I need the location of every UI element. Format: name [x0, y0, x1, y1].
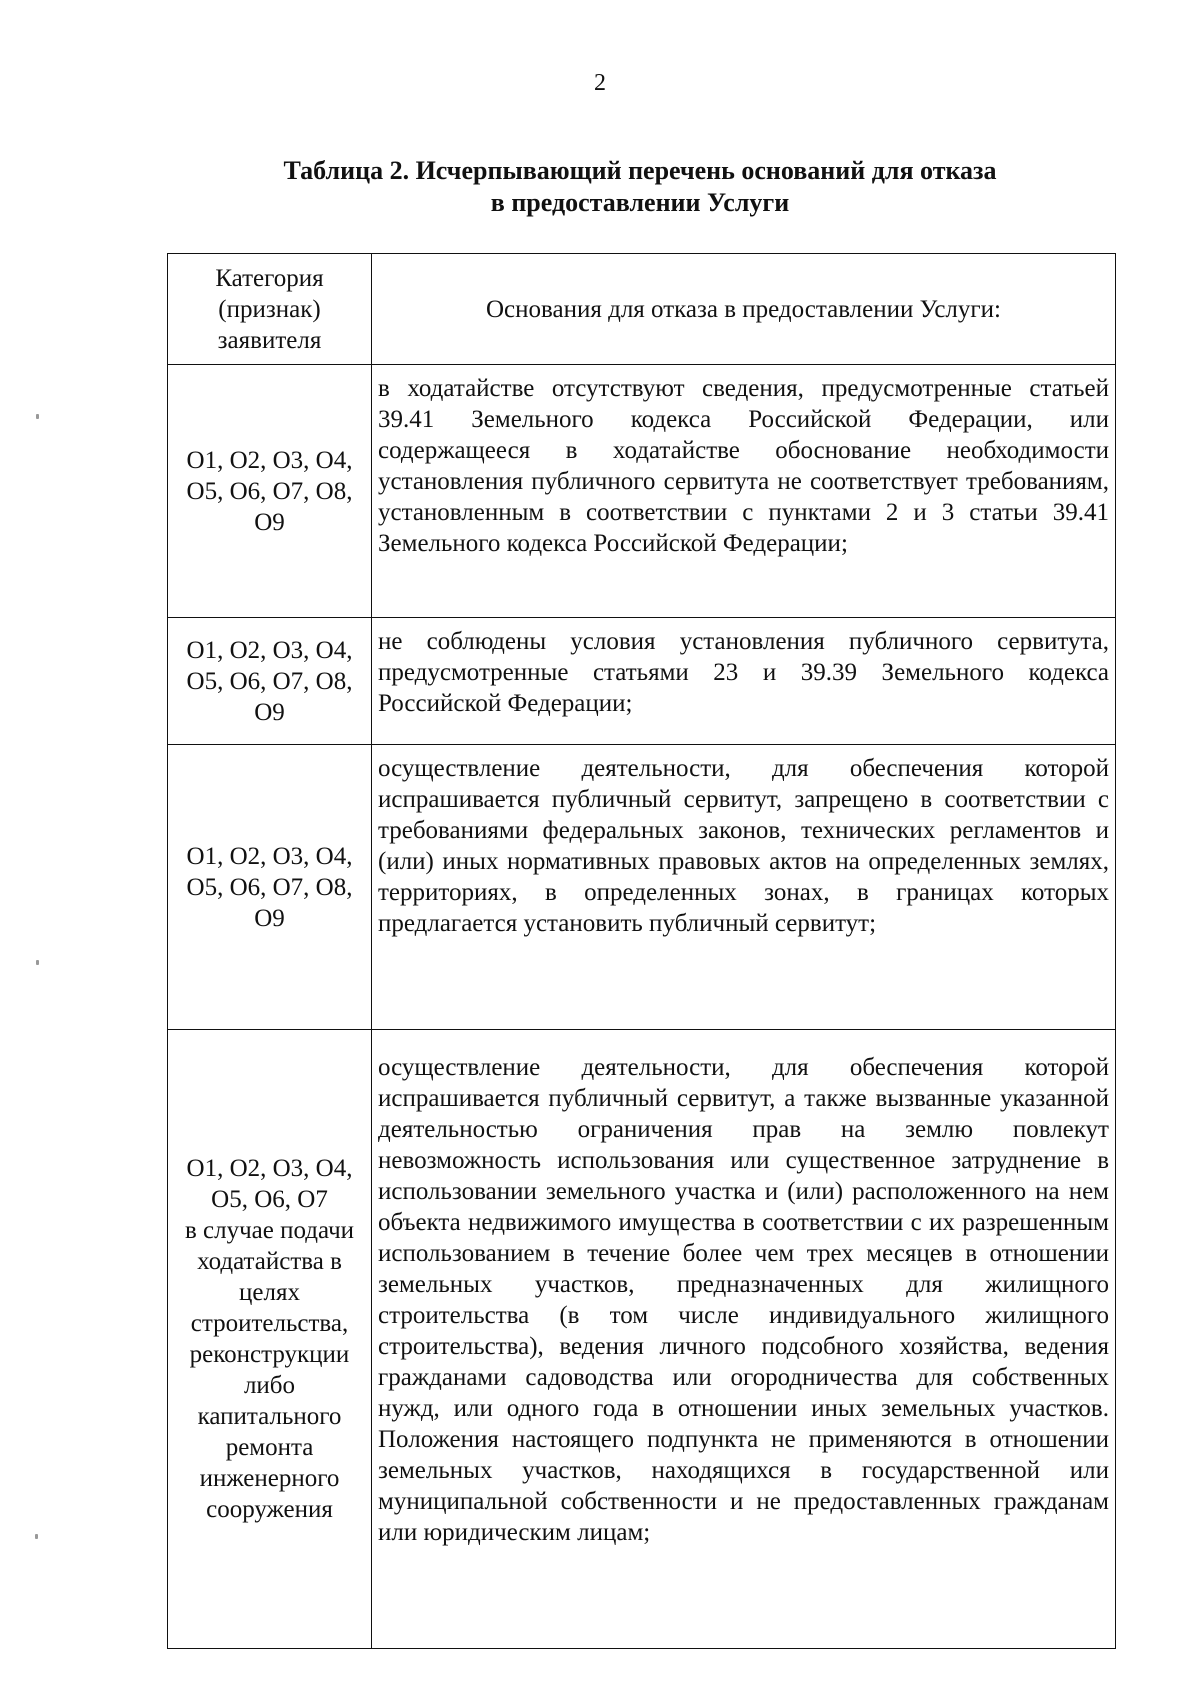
category-cell — [168, 618, 372, 745]
header-category-line-1: Категория — [215, 264, 324, 292]
category-line: О1, О2, О3, О4, — [186, 636, 353, 664]
scan-speck — [35, 1534, 38, 1539]
category-line: О9 — [254, 508, 285, 536]
category-line: О9 — [254, 698, 285, 726]
table-title — [160, 155, 1120, 219]
table-row — [168, 618, 1116, 745]
category-cell — [168, 1030, 372, 1649]
table-row — [168, 365, 1116, 618]
category-line: О5, О6, О7, О8, — [186, 873, 353, 901]
category-note: в случае подачи ходатайства в целях строительства, реконструкции либо капитального ремонта инженерного сооружения — [184, 1217, 355, 1523]
header-category-line-3: заявителя — [217, 326, 322, 354]
category-line: О1, О2, О3, О4, — [186, 1155, 353, 1182]
page-number: 2 — [594, 70, 606, 96]
table-row — [168, 745, 1116, 1030]
table-title-line-1: Таблица 2. Исчерпывающий перечень оснований для отказа — [283, 156, 997, 185]
category-line: О1, О2, О3, О4, — [186, 842, 353, 870]
table-row — [168, 1030, 1116, 1649]
header-category-line-2: (признак) — [218, 295, 321, 323]
category-line: О9 — [254, 904, 285, 932]
table-header-row — [168, 254, 1116, 365]
scan-speck — [36, 414, 39, 419]
category-cell — [168, 745, 372, 1030]
category-line: О5, О6, О7, О8, — [186, 667, 353, 695]
reason-cell: не соблюдены условия установления публичного сервитута, предусмотренные статьями 23 и 39.39 Земельного кодекса Российской Федерации; — [372, 618, 1116, 745]
header-reason-cell: Основания для отказа в предоставлении Услуги: — [372, 254, 1116, 365]
reason-cell: осуществление деятельности, для обеспечения которой испрашивается публичный сервитут, запрещено в соответствии с требованиями федеральных законов, технических регламентов и (или) иных нормативных правовых актов на определенных землях, территориях, в определенных зонах, в границах которых предлагается установить публичный сервитут; — [372, 745, 1116, 1030]
reason-cell: в ходатайстве отсутствуют сведения, предусмотренные статьей 39.41 Земельного кодекса Российской Федерации, или содержащееся в ходатайстве обоснование необходимости установления публичного сервитута не соответствует требованиям, установленным в соответствии с пунктами 2 и 3 статьи 39.41 Земельного кодекса Российской Федерации; — [372, 365, 1116, 618]
reason-cell: осуществление деятельности, для обеспечения которой испрашивается публичный сервитут, а также вызванные указанной деятельностью ограничения прав на землю повлекут невозможность использования или существенное затруднение в использовании земельного участка и (или) расположенного на нем объекта недвижимого имущества в соответствии с их разрешенным использованием в течение более чем трех месяцев в отношении земельных участков, предназначенных для жилищного строительства (в том числе индивидуального жилищного строительства), ведения личного подсобного хозяйства, ведения гражданами садоводства или огородничества для собственных нужд, или одного года в отношении иных земельных участков. Положения настоящего подпункта не применяются в отношении земельных участков, находящихся в государственной или муниципальной собственности и не предоставленных гражданам или юридическим лицам; — [372, 1030, 1116, 1649]
category-line: О1, О2, О3, О4, — [186, 446, 353, 474]
scan-speck — [36, 960, 39, 965]
refusal-grounds-table — [167, 253, 1116, 1649]
header-category-cell — [168, 254, 372, 365]
category-line: О5, О6, О7, О8, — [186, 477, 353, 505]
category-line: О5, О6, О7 — [211, 1186, 328, 1213]
category-cell — [168, 365, 372, 618]
table-title-line-2: в предоставлении Услуги — [490, 188, 790, 217]
